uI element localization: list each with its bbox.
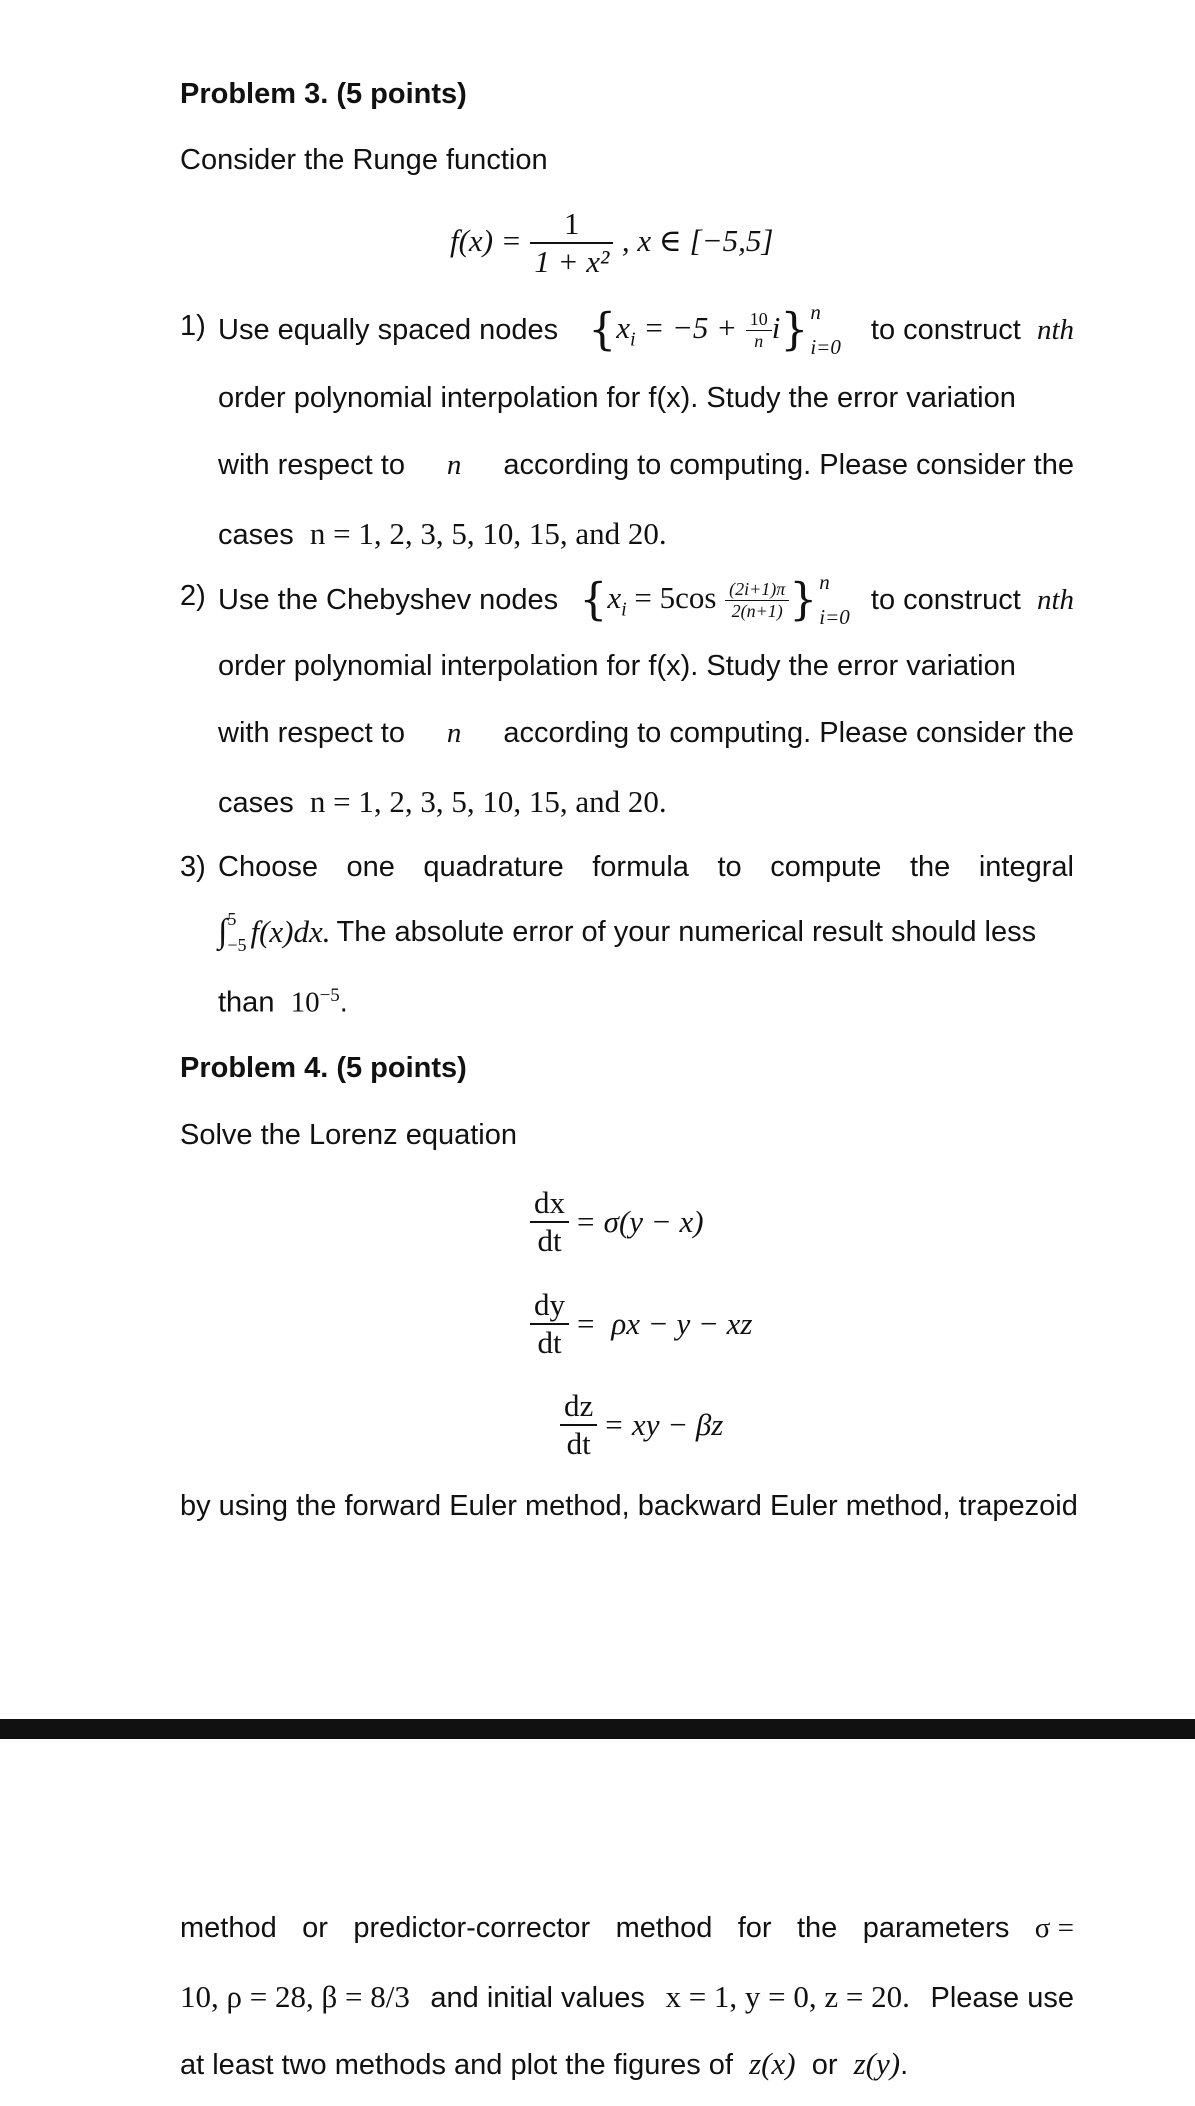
cheb-node-sub: i — [621, 598, 627, 621]
item2-line3-n: n — [446, 717, 462, 749]
item1-line3-b: according to computing. Please consider the — [503, 449, 1074, 481]
cheb-lower: i=0 — [819, 605, 850, 629]
item1-line3-a: with respect to — [218, 449, 405, 481]
cheb-node-x: x — [607, 580, 622, 616]
item2-line1-pre: Use the Chebyshev nodes — [218, 583, 559, 616]
item3-line1-word: formula — [592, 851, 689, 883]
left-brace-icon: { — [579, 574, 608, 626]
item3-ten: 10 — [290, 986, 320, 1019]
cont-line1-word: σ = — [1034, 1912, 1074, 1944]
node-step-den: n — [746, 330, 772, 352]
cont-please-use: Please use — [930, 1982, 1074, 2014]
lorenz-eq-z — [560, 1388, 723, 1462]
dt-2: dt — [530, 1323, 569, 1361]
item2-line3 — [218, 717, 1074, 750]
cont-line1-word: the — [796, 1912, 838, 1944]
cont-zy: z(y) — [853, 2046, 901, 2081]
cont-line2 — [180, 1979, 1074, 2015]
item3-than: than — [218, 986, 275, 1019]
left-brace-icon: { — [588, 304, 617, 356]
item2-marker: 2) — [180, 580, 206, 612]
item1-line1-pre: Use equally spaced nodes — [218, 313, 559, 346]
item1-line3-n: n — [446, 449, 462, 481]
item3-line1-word: quadrature — [423, 851, 564, 883]
dx-dt-fraction — [530, 1185, 569, 1259]
cont-line1-word: predictor-corrector — [353, 1912, 591, 1944]
cont-line3 — [180, 2046, 908, 2082]
node-upper: n — [810, 300, 821, 324]
item1-line1 — [218, 290, 1074, 370]
node-eq: = −5 + — [635, 310, 738, 346]
item2-line3-b: according to computing. Please consider the — [503, 717, 1074, 749]
right-brace-icon: } — [780, 304, 809, 356]
integral-upper: 5 — [227, 909, 237, 929]
cont-zx: z(x) — [749, 2046, 796, 2081]
item3-line1 — [218, 851, 1074, 884]
cheb-bounds — [819, 572, 850, 628]
item3-line1-word: compute — [770, 851, 882, 883]
item3-exp: −5 — [319, 985, 340, 1006]
lorenz-eq-x — [530, 1185, 704, 1259]
chebyshev-nodes — [579, 572, 849, 628]
item3-line2 — [218, 910, 1036, 954]
item1-construct: to construct — [870, 313, 1021, 346]
dy: dy — [534, 1287, 565, 1322]
item3-line1-word: Choose — [218, 851, 318, 883]
func-domain: , x ∈ [−5,5] — [621, 223, 774, 259]
integral-lower: −5 — [227, 935, 247, 955]
integral-body: f(x)dx. — [250, 914, 331, 949]
lorenz-eq-y — [530, 1287, 752, 1361]
right-brace-icon: } — [789, 574, 818, 626]
node-tail: i — [771, 310, 781, 346]
cheb-num: (2i+1)π — [729, 578, 786, 599]
item3-line1-word: to — [717, 851, 742, 883]
cont-line1-word: parameters — [862, 1912, 1010, 1944]
dz: dz — [564, 1388, 594, 1423]
eq2-rhs: = ρx − y − xz — [575, 1306, 753, 1341]
runge-function-equation — [450, 206, 773, 280]
integral-icon: ∫ — [218, 913, 228, 950]
item1-line4-a: cases — [218, 519, 294, 551]
item1-marker: 1) — [180, 310, 206, 342]
item2-line3-a: with respect to — [218, 717, 405, 749]
cont-initial-values: x = 1, y = 0, z = 20. — [665, 1979, 910, 2014]
item3-line3 — [218, 985, 348, 1020]
cheb-den: 2(n+1) — [725, 600, 789, 622]
node-sub: i — [630, 328, 636, 351]
problem3-intro: Consider the Runge function — [180, 144, 548, 176]
item3-line1-word: the — [909, 851, 951, 883]
cont-line1-word: or — [302, 1912, 328, 1944]
item1-line1-post — [871, 314, 1074, 347]
node-lower: i=0 — [810, 335, 841, 359]
func-numerator: 1 — [564, 206, 580, 241]
item3-period: . — [339, 986, 348, 1019]
item1-line3 — [218, 449, 1074, 482]
integral-bounds — [227, 910, 246, 954]
item1-line4 — [218, 516, 667, 552]
item3-marker: 3) — [180, 851, 206, 883]
dx: dx — [534, 1185, 565, 1220]
item2-nth: nth — [1036, 583, 1074, 616]
item1-line2: order polynomial interpolation for f(x). Study the error variation — [218, 382, 1016, 414]
cont-line1-word: for — [737, 1912, 772, 1944]
func-denominator: 1 + x² — [530, 242, 613, 280]
cont-initial-text: and initial values — [430, 1982, 645, 2014]
func-lhs: f(x) = — [450, 223, 522, 259]
dz-dt-fraction — [560, 1388, 597, 1462]
item2-construct: to construct — [870, 583, 1021, 616]
equally-spaced-nodes — [588, 302, 841, 358]
item2-line1-post — [871, 584, 1074, 617]
cont-period: . — [900, 2049, 909, 2081]
item2-line4 — [218, 784, 667, 820]
item2-line4-a: cases — [218, 787, 294, 819]
cont-params: 10, ρ = 28, β = 8/3 — [180, 1979, 410, 2014]
problem4-heading: Problem 4. (5 points) — [180, 1052, 467, 1084]
cont-line1-word: method — [615, 1912, 713, 1944]
cheb-node-eq: = 5cos — [626, 580, 717, 616]
item1-cases: n = 1, 2, 3, 5, 10, 15, and 20. — [309, 516, 667, 551]
item3-line1-word: one — [346, 851, 395, 883]
item1-nth: nth — [1036, 313, 1074, 346]
cont-or: or — [811, 2049, 838, 2081]
cont-line1-word: method — [180, 1912, 277, 1944]
node-step-num: 10 — [749, 308, 768, 329]
item3-line2-text: The absolute error of your numerical result should less — [336, 915, 1037, 948]
item2-line1 — [218, 560, 1074, 640]
eq1-rhs: = σ(y − x) — [575, 1204, 704, 1239]
node-bounds — [810, 302, 841, 358]
dt-3: dt — [560, 1424, 597, 1462]
cont-line1 — [180, 1912, 1074, 1945]
page-break-divider — [0, 1719, 1195, 1739]
item3-line1-word: integral — [978, 851, 1074, 883]
problem4-intro: Solve the Lorenz equation — [180, 1119, 517, 1151]
node-step-fraction — [746, 309, 772, 352]
cont-line3-a: at least two methods and plot the figures of — [180, 2049, 733, 2081]
func-fraction — [530, 206, 613, 280]
node-x: x — [616, 310, 630, 346]
eq3-rhs: = xy − βz — [603, 1407, 724, 1442]
dy-dt-fraction — [530, 1287, 569, 1361]
problem4-line-after: by using the forward Euler method, backward Euler method, trapezoid — [180, 1490, 1078, 1522]
item2-line2: order polynomial interpolation for f(x). Study the error variation — [218, 650, 1016, 682]
cheb-fraction — [725, 579, 789, 622]
problem3-heading: Problem 3. (5 points) — [180, 78, 467, 110]
cheb-upper: n — [819, 570, 830, 594]
item2-cases: n = 1, 2, 3, 5, 10, 15, and 20. — [309, 784, 667, 819]
dt-1: dt — [530, 1221, 569, 1259]
